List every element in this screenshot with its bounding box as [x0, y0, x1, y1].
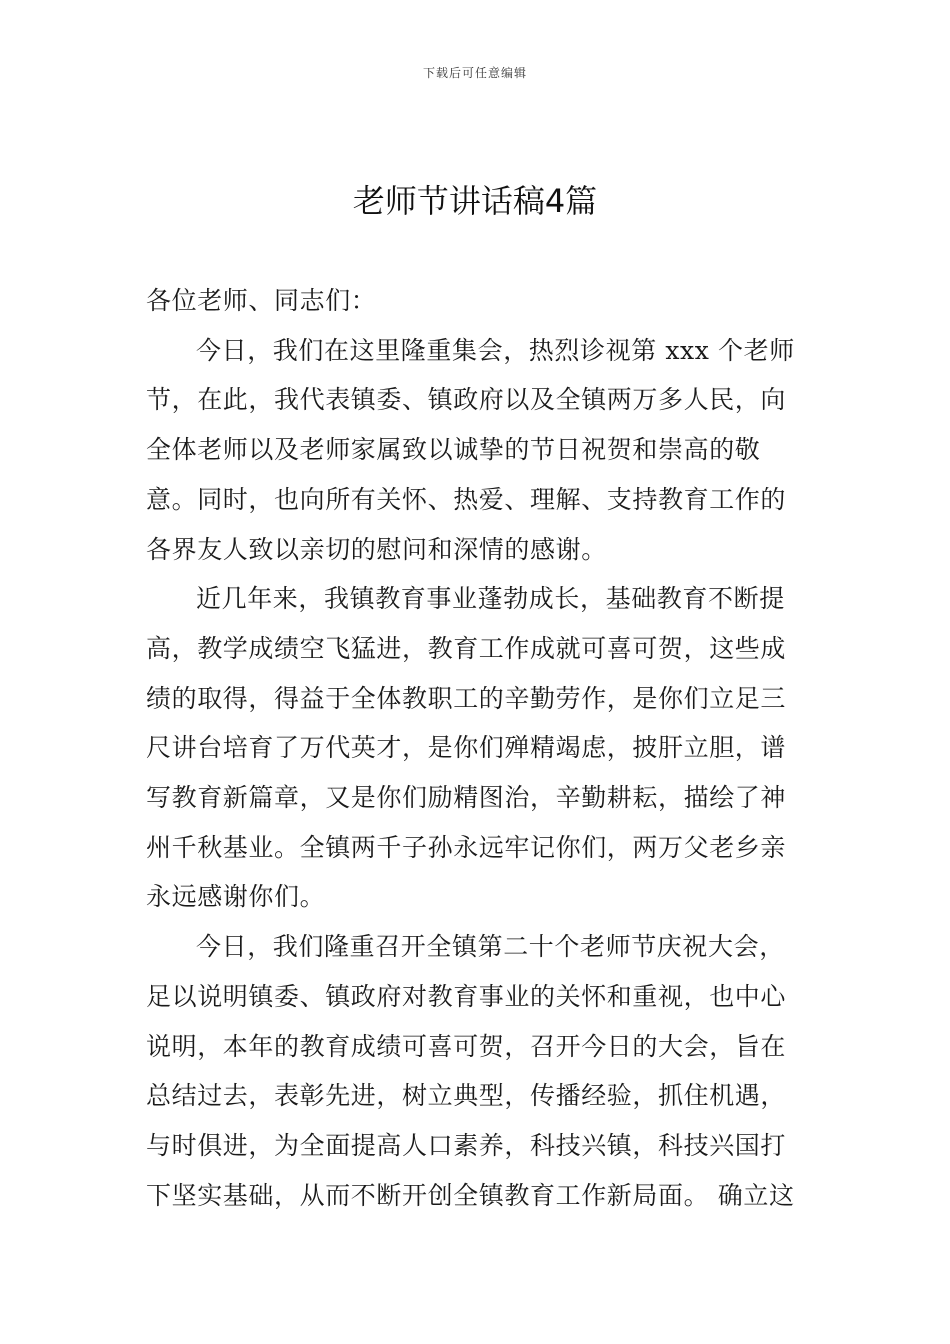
header-note: 下载后可任意编辑 [422, 66, 527, 80]
document-title: 老师节讲话稿4篇 [352, 182, 598, 220]
document-body [146, 276, 810, 1220]
salutation: 各位老师、同志们： [146, 286, 377, 315]
paragraph-1: 今日，我们在这里隆重集会，热烈诊视第 xxx 个老师节，在此，我代表镇委、镇政府以及全镇两万多人民，向全体老师以及老师家属致以诚挚的节日祝贺和崇高的敬意。同时，也向所有关怀、热爱、理解、支持教育工作的各界友人致以亲切的慰问和深情的感谢。 [146, 335, 795, 564]
paragraph-2: 近几年来，我镇教育事业蓬勃成长，基础教育不断提高，教学成绩空飞猛进，教育工作成就可喜可贺，这些成绩的取得，得益于全体教职工的辛勤劳作，是你们立足三尺讲台培育了万代英才，是你们殚精竭虑，披肝立胆，谱写教育新篇章，又是你们励精图治，辛勤耕耘，描绘了神州千秋基业。全镇两千子孙永远牢记你们，两万父老乡亲永远感谢你们。 [146, 584, 787, 912]
paragraph-3: 今日，我们隆重召开全镇第二十个老师节庆祝大会，足以说明镇委、镇政府对教育事业的关怀和重视，也中心说明，本年的教育成绩可喜可贺，召开今日的大会，旨在总结过去，表彰先进，树立典型，传播经验，抓住机遇，与时俱进，为全面提高人口素养，科技兴镇，科技兴国打下坚实基础，从而不断开创全镇教育工作新局面。 确立这 [146, 932, 795, 1210]
